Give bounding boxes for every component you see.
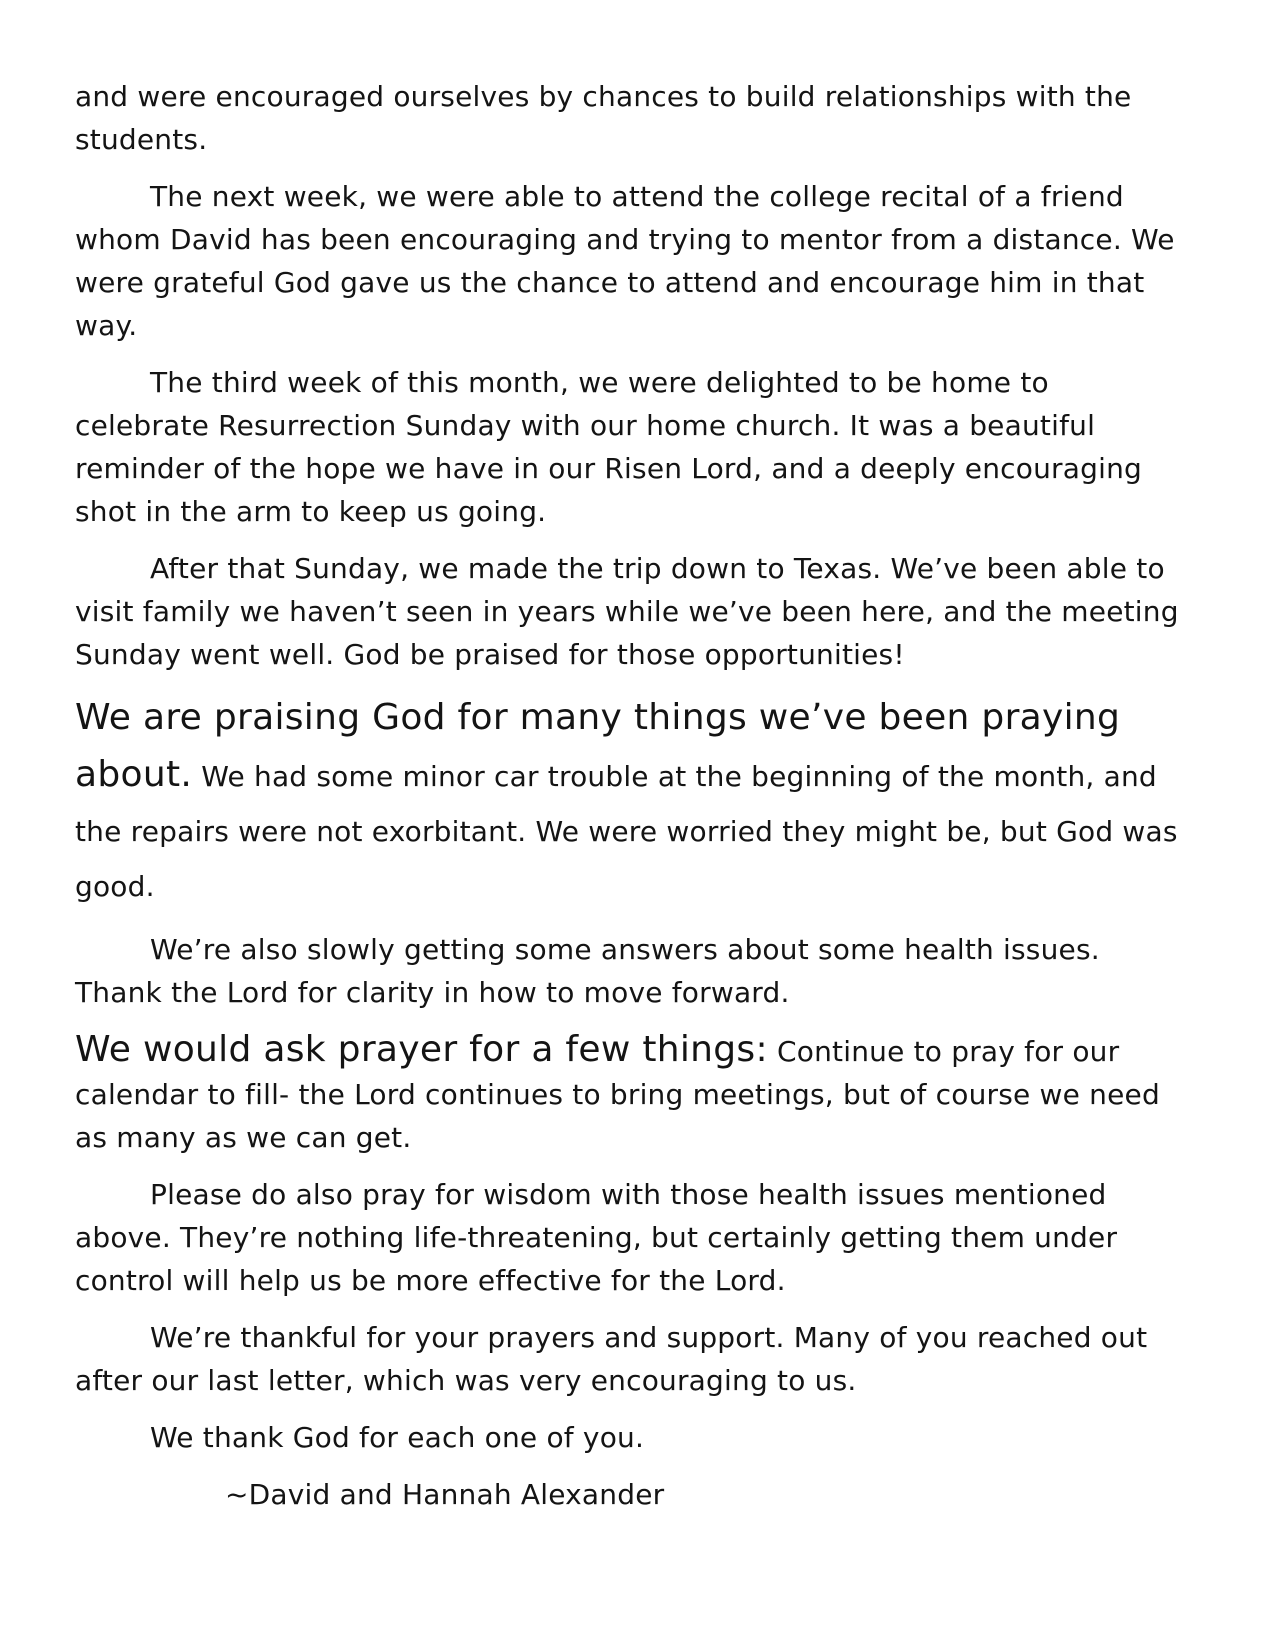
paragraph-thanks: We’re thankful for your prayers and support. Many of you reached out after our last letter, which was very encouraging to us. <box>75 1321 1148 1397</box>
paragraph-relationships: and were encouraged ourselves by chances to build relationships with the students. <box>75 80 1132 156</box>
closing-line: We thank God for each one of you. <box>150 1421 645 1454</box>
paragraph-prayer-requests <box>75 1028 1180 1159</box>
paragraph-resurrection-sunday: The third week of this month, we were delighted to be home to celebrate Resurrection Sunday with our home church. It was a beautiful reminder of the hope we have in our Risen Lord, and a deeply encouraging shot in the arm to keep us going. <box>75 366 1142 528</box>
praise-text: We had some minor car trouble at the beginning of the month, and the repairs were not exorbitant. We were worried they might be, but God was good. <box>75 760 1178 903</box>
paragraph-health-answers: We’re also slowly getting some answers about some health issues. Thank the Lord for clarity in how to move forward. <box>75 933 1100 1009</box>
praise-heading: We are praising God for many things we’ve been praying about. <box>75 697 1121 795</box>
paragraph-health-wisdom: Please do also pray for wisdom with those health issues mentioned above. They’re nothing life-threatening, but certainly getting them under control will help us be more effective for the Lord. <box>75 1178 1118 1297</box>
paragraph-texas-trip: After that Sunday, we made the trip down to Texas. We’ve been able to visit family we haven’t seen in years while we’ve been here, and the meeting Sunday went well. God be praised for those opportunities! <box>75 552 1179 671</box>
paragraph-recital: The next week, we were able to attend the college recital of a friend whom David has been encouraging and trying to mentor from a distance. We were grateful God gave us the chance to attend and encourage him in that way. <box>75 180 1175 342</box>
signature: ~David and Hannah Alexander <box>225 1478 665 1511</box>
prayer-text: Continue to pray for our calendar to fill- the Lord continues to bring meetings, but of course we need as many as we can get. <box>75 1035 1160 1154</box>
prayer-heading: We would ask prayer for a few things: <box>75 1029 768 1070</box>
paragraph-praise <box>75 690 1180 914</box>
